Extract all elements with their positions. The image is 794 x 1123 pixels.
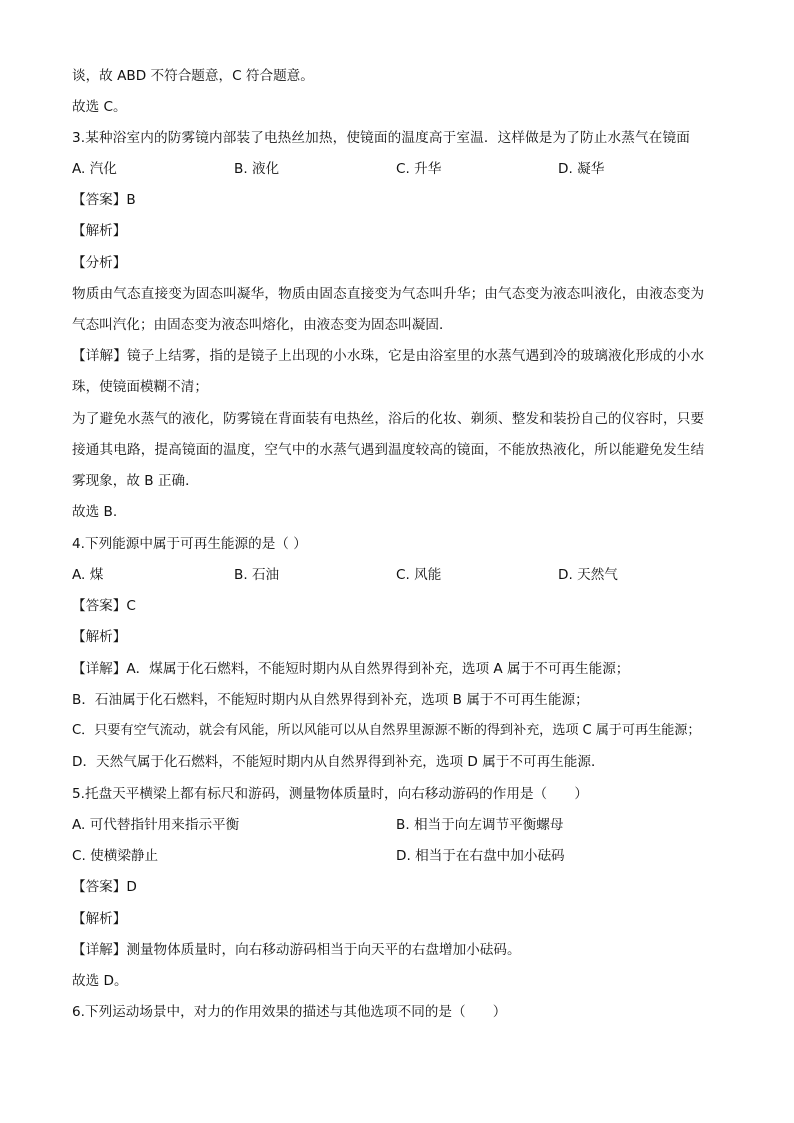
question-3-stem: 3.某种浴室内的防雾镜内部装了电热丝加热，使镜面的温度高于室温．这样做是为了防止水蒸气在镜面 (72, 130, 690, 146)
q3-option-d: D. 凝华 (558, 161, 605, 177)
q4-option-b: B. 石油 (234, 567, 280, 583)
q3-jiexi-heading: 【解析】 (72, 223, 127, 239)
q3-detail-line: 珠，使镜面模糊不清； (72, 379, 208, 395)
q4-detail-line: 【详解】A．煤属于化石燃料，不能短时期内从自然界得到补充，选项 A 属于不可再生能源； (72, 661, 630, 677)
q5-choose: 故选 D。 (72, 973, 128, 989)
q5-option-d: D. 相当于在右盘中加小砝码 (396, 848, 565, 864)
q3-answer: 【答案】B (72, 192, 136, 208)
question-6-stem: 6.下列运动场景中，对力的作用效果的描述与其他选项不同的是（ ） (72, 1004, 507, 1020)
q3-detail-line: 接通其电路，提高镜面的温度，空气中的水蒸气遇到温度较高的镜面，不能放热液化，所以能避免发生结 (72, 442, 705, 458)
q4-option-c: C. 风能 (396, 567, 442, 583)
q4-jiexi-heading: 【解析】 (72, 629, 127, 645)
q3-option-c: C. 升华 (396, 161, 442, 177)
q4-answer: 【答案】C (72, 598, 136, 614)
q4-detail-line: C．只要有空气流动，就会有风能，所以风能可以从自然界里源源不断的得到补充，选项 C 属于可再生能源； (72, 723, 701, 738)
q4-detail-line: D．天然气属于化石燃料，不能短时期内从自然界得到补充，选项 D 属于不可再生能源． (72, 754, 605, 770)
q3-detail-line: 为了避免水蒸气的液化，防雾镜在背面装有电热丝，浴后的化妆、剃须、整发和装扮自己的仪容时，只要 (72, 411, 705, 427)
q3-detail-line: 雾现象，故 B 正确． (72, 473, 199, 489)
q5-detail-line: 【详解】测量物体质量时，向右移动游码相当于向天平的右盘增加小砝码。 (72, 942, 521, 958)
question-5-stem: 5.托盘天平横梁上都有标尺和游码，测量物体质量时，向右移动游码的作用是（ ） (72, 786, 588, 802)
q3-option-a: A. 汽化 (72, 161, 117, 177)
q4-option-d: D. 天然气 (558, 567, 618, 583)
q4-option-a: A. 煤 (72, 567, 104, 583)
q3-fenxi-heading: 【分析】 (72, 255, 127, 271)
q3-detail-line: 【详解】镜子上结雾，指的是镜子上出现的小水珠，它是由浴室里的水蒸气遇到冷的玻璃液化形成的小水 (72, 348, 705, 364)
q3-analysis-line: 物质由气态直接变为固态叫凝华，物质由固态直接变为气态叫升华；由气态变为液态叫液化，由液态变为 (72, 286, 705, 302)
text-line: 谈，故 ABD 不符合题意，C 符合题意。 (72, 68, 314, 84)
q3-choose: 故选 B. (72, 504, 118, 520)
q5-answer: 【答案】D (72, 879, 137, 895)
q5-option-a: A. 可代替指针用来指示平衡 (72, 817, 240, 833)
q3-option-b: B. 液化 (234, 161, 280, 177)
q3-analysis-line: 气态叫汽化；由固态变为液态叫熔化，由液态变为固态叫凝固． (72, 317, 453, 333)
question-4-stem: 4.下列能源中属于可再生能源的是（ ） (72, 536, 307, 552)
q5-option-c: C. 使横梁静止 (72, 848, 159, 864)
text-line: 故选 C。 (72, 99, 127, 115)
q5-option-b: B. 相当于向左调节平衡螺母 (396, 817, 564, 833)
q5-jiexi-heading: 【解析】 (72, 911, 127, 927)
q4-detail-line: B．石油属于化石燃料，不能短时期内从自然界得到补充，选项 B 属于不可再生能源； (72, 692, 589, 708)
